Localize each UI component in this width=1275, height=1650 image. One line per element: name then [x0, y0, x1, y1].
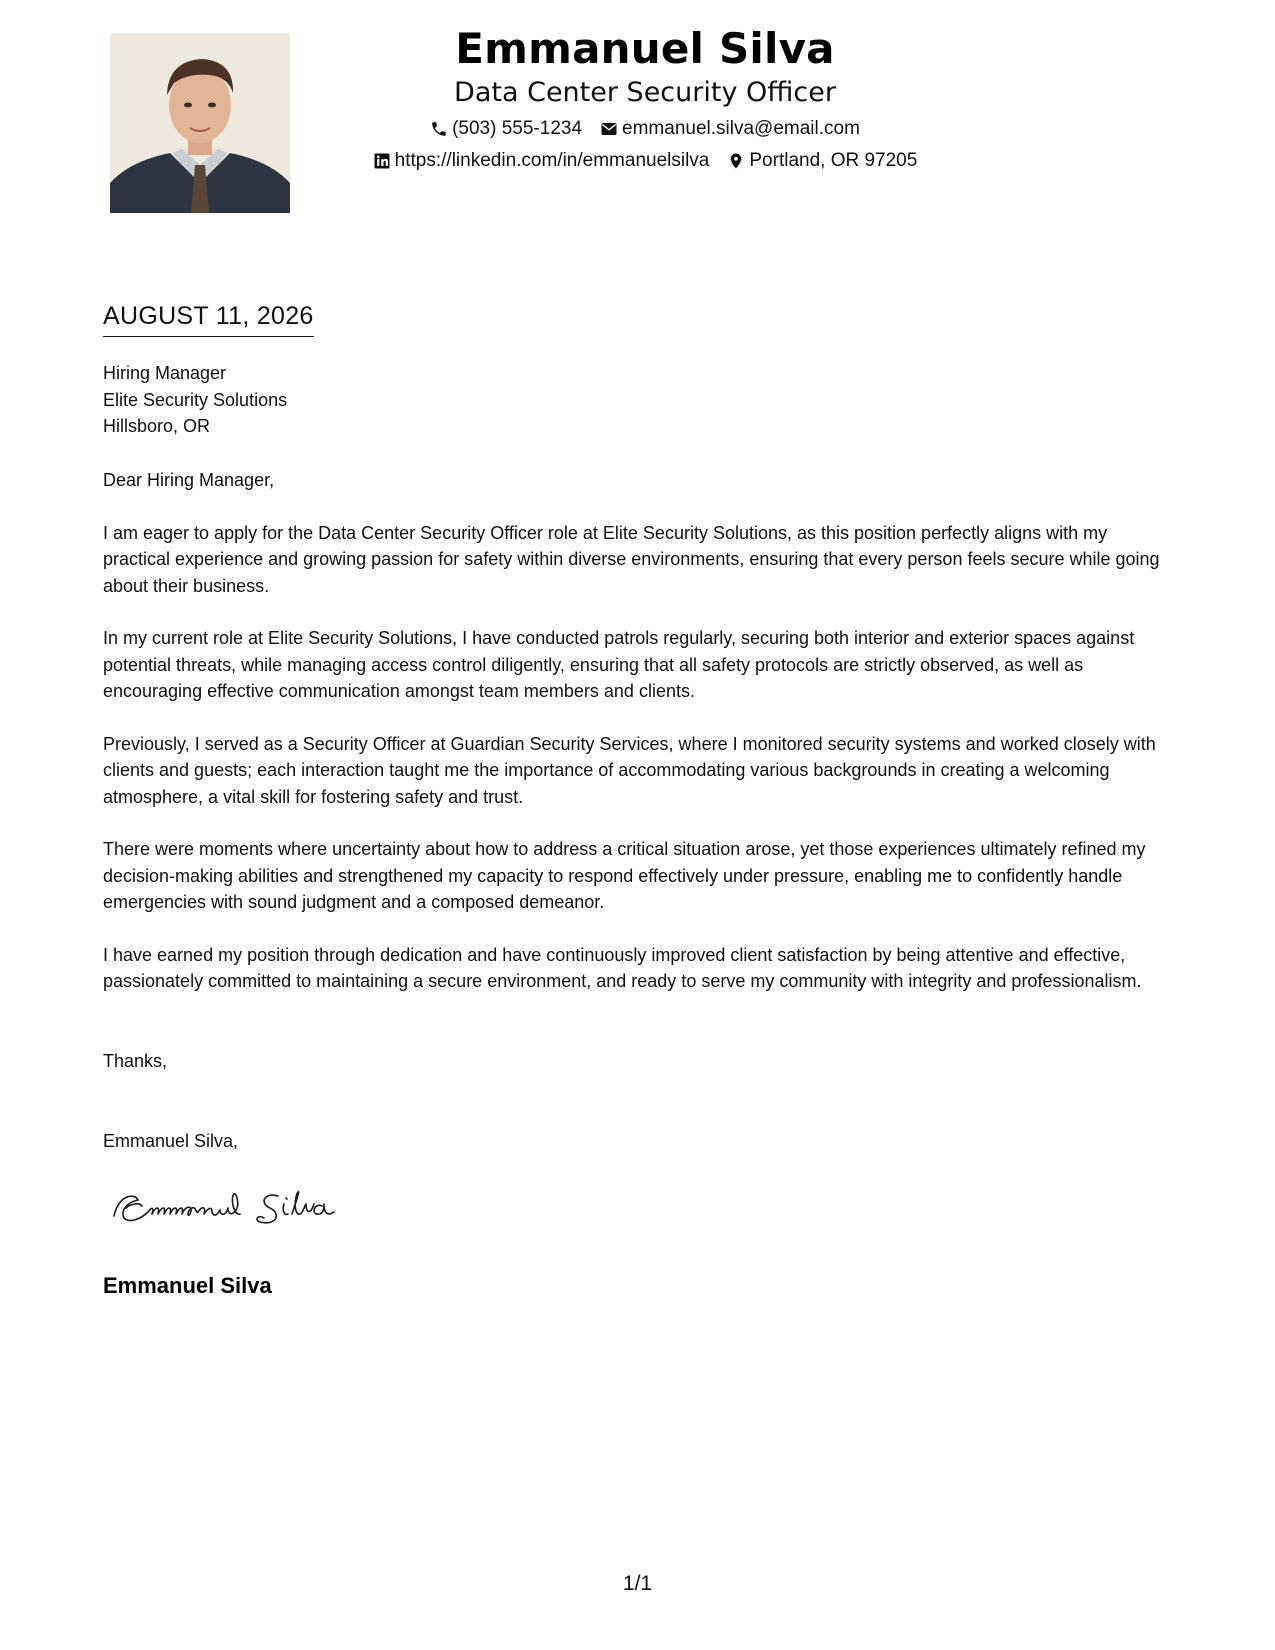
phone-icon — [430, 120, 448, 138]
printed-name: Emmanuel Silva — [103, 1273, 272, 1298]
body-paragraph-5: I have earned my position through dedication and have continuously improved client satisfaction by being attentive and effective, passionately committed to maintaining a secure environment, and ready to serve my community with integrity and professionalism. — [103, 944, 1142, 991]
job-title: Data Center Security Officer — [454, 77, 836, 108]
map-pin-icon — [727, 152, 745, 170]
recipient-location: Hillsboro, OR — [103, 416, 211, 436]
linkedin-contact[interactable] — [373, 149, 710, 173]
signoff-name: Emmanuel Silva, — [103, 1131, 239, 1151]
profile-photo — [110, 33, 290, 213]
handwritten-signature — [108, 1182, 358, 1232]
page-number: 1/1 — [622, 1572, 653, 1595]
letter-date: AUGUST 11, 2026 — [103, 300, 314, 337]
recipient-company: Elite Security Solutions — [103, 389, 288, 410]
location-contact — [727, 149, 917, 173]
envelope-icon — [600, 120, 618, 138]
location-text: Portland, OR 97205 — [749, 150, 918, 171]
body-paragraph-2: In my current role at Elite Security Solutions, I have conducted patrols regularly, securing both interior and exterior spaces against potential threats, while managing access control diligently, ensuring that all safety protocols are strictly observed, as well as encouraging effective communication amongst team members and clients. — [103, 628, 1135, 701]
contact-line-1 — [330, 117, 960, 141]
phone-number: (503) 555-1234 — [452, 118, 583, 139]
letter-body — [103, 467, 1178, 1021]
email-contact[interactable] — [600, 117, 860, 141]
body-paragraph-4: There were moments where uncertainty about how to address a critical situation arose, yet those experiences ultimately refined my decision-making abilities and strengthened my capacity to respond effectively under pressure, enabling me to confidently handle emergencies with sound judgment and a composed demeanor. — [103, 839, 1146, 912]
contact-line-2 — [330, 149, 960, 173]
recipient-name: Hiring Manager — [103, 363, 227, 383]
salutation: Dear Hiring Manager, — [103, 470, 275, 490]
phone-contact — [430, 117, 582, 141]
body-paragraph-1: I am eager to apply for the Data Center Security Officer role at Elite Security Solutions, as this position perfectly aligns with my practical experience and growing passion for safety within diverse environments, ensuring that every person feels secure while going about their business. — [103, 522, 1160, 596]
body-paragraph-3: Previously, I served as a Security Officer at Guardian Security Services, where I monitored security systems and worked closely with clients and guests; each interaction taught me the importance of accommodating various backgrounds in creating a welcoming atmosphere, a vital skill for fostering safety and trust. — [103, 733, 1156, 807]
date-block — [103, 300, 314, 337]
applicant-name: Emmanuel Silva — [455, 24, 835, 73]
linkedin-icon — [373, 152, 391, 170]
header — [330, 22, 960, 173]
email-address[interactable]: emmanuel.silva@email.com — [622, 118, 860, 139]
closing: Thanks, — [103, 1051, 168, 1071]
recipient-block — [103, 360, 287, 440]
linkedin-url[interactable]: https://linkedin.com/in/emmanuelsilva — [394, 150, 710, 171]
